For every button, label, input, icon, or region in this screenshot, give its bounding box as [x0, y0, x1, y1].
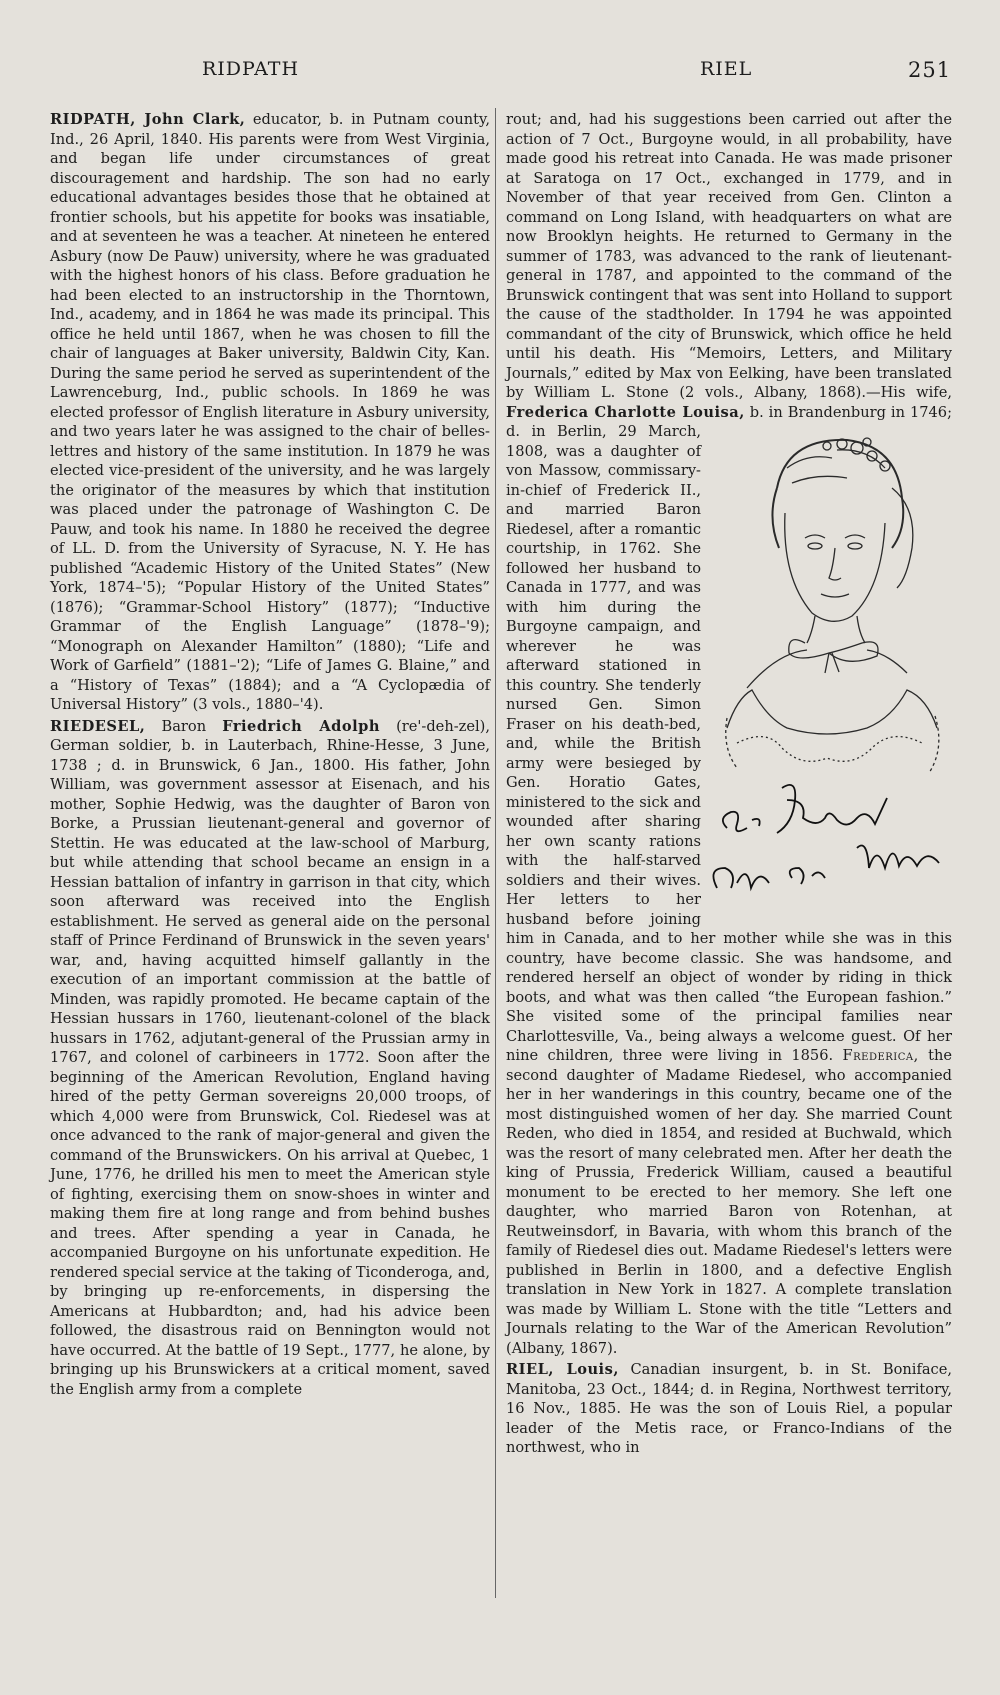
headword-frederica: Frederica,: [842, 1047, 919, 1064]
entry-ridpath: [50, 110, 490, 715]
frederica-charlotte-text: b. in Brandenburg in 1746; d. in Berlin, 29 March, 1808, was a daughter of von Massow, commissary-in-chief of Frederick II., and married Baron Riedesel, after a romantic courtship, in 1762. She followed her husband to Canada in 1777, and was with him during the Burgoyne campaign, and wherever he was afterward stationed in this country. She tenderly nursed Gen. Simon Fraser on his death-bed, and, while the British army were besieged by Gen. Horatio Gates, ministered to the sick and wounded after sharing her own scanty rations with the half-starved soldiers and their wives. Her letters to her husband before joining him in Canada, and to her mother while she was in this country, have become classic. She was handsome, and rendered herself an object of wonder by riding in thick boots, and what was then called “the European fashion.” She visited some of the principal families near Charlottesville, Va., being always a welcome guest. Of her nine children, three were living in 1856.: [506, 403, 953, 1064]
headword-ridpath: RIDPATH, John Clark,: [50, 111, 246, 128]
page-number: 251: [908, 58, 952, 82]
entry-riedesel-text: (re'-deh-zel), German soldier, b. in Lauterbach, Rhine-Hesse, 3 June, 1738 ; d. in Brunswick, 6 Jan., 1800. His father, John William, was government assessor at Eisenach, and his mother, Sophie Hedwig, was the daughter of Baron von Borke, a Prussian lieutenant-general and governor of Stettin. He was educated at the law-school of Marburg, but while attending that school became an ensign in a Hessian battalion of infantry in garrison in that city, which soon afterward was received into the English establishment. He served as general aide on the personal staff of Prince Ferdinand of Brunswick in the seven years' war, and, having acquitted himself gallantly in the execution of an important commission at the battle of Minden, was rapidly promoted. He became captain of the Hessian hussars in 1760, lieutenant-colonel of the black hussars in 1762, adjutant-general of the Prussian army in 1767, and colonel of carbineers in 1772. Soon after the beginning of the American Revolution, England having hired of the petty German sovereigns 20,000 troops, of which 4,000 were from Brunswick, Col. Riedesel was at once advanced to the rank of major-general and given the command of the Brunswickers. On his arrival at Quebec, 1 June, 1776, he drilled his men to meet the American style of fighting, exercising them on snow-shoes in winter and making them fire at long range and from behind bushes and trees. After spending a year in Canada, he accompanied Burgoyne on his unfortunate expedition. He rendered special service at the taking of Ticonderoga, and, by bringing up re-enforcements, in dispersing the Americans at Hubbardton; and, had his advice been followed, the disastrous raid on Bennington would not have occurred. At the battle of 19 Sept., 1777, he alone, by bringing up his Brunswickers at a critical moment, saved the English army from a complete: [50, 717, 490, 1398]
entry-riel: [506, 1360, 952, 1458]
entry-riedesel-continued: [506, 110, 952, 1358]
entry-riel-text: Canadian insurgent, b. in St. Boniface, Manitoba, 23 Oct., 1844; d. in Regina, Northwest territory, 16 Nov., 1885. He was the son of Louis Riel, a popular leader of the Metis race, or Franco-Indians of the northwest, who in: [506, 1361, 952, 1456]
header-left-word: RIDPATH: [202, 58, 300, 80]
portrait-engraving: [707, 428, 952, 916]
headword-frederica-charlotte: Frederica Charlotte Louisa,: [506, 403, 745, 421]
running-header: [0, 58, 1000, 88]
frederica-text: the second daughter of Madame Riedesel, who accompanied her in her wanderings in this country, became one of the most distinguished women of her day. She married Count Reden, who died in 1854, and resided at Buchwald, which was the resort of many celebrated men. After her death the king of Prussia, Frederick William, caused a beautiful monument to be erected to her memory. She left one daughter, who married Baron von Rotenhan, at Reutweinsdorf, in Bavaria, with whom this branch of the family of Riedesel dies out. Madame Riedesel's letters were published in Berlin in 1800, and a defective English translation in New York in 1827. A complete translation was made by William L. Stone with the title “Letters and Journals relating to the War of the American Revolution” (Albany, 1867).: [506, 1047, 952, 1357]
riedesel-continued-text: rout; and, had his suggestions been carried out after the action of 7 Oct., Burgoyne would, in all probability, have made good his retreat into Canada. He was made prisoner at Saratoga on 17 Oct., exchanged in 1779, and in November of that year received from Gen. Clinton a command on Long Island, with headquarters on what are now Brooklyn heights. He returned to Germany in the summer of 1783, was advanced to the rank of lieutenant-general in 1787, and appointed to the command of the Brunswick contingent that was sent into Holland to support the cause of the stadtholder. In 1794 he was appointed commandant of the city of Brunswick, which office he held until his death. His “Memoirs, Letters, and Military Journals,” edited by Max von Eelking, have been translated by William L. Stone (2 vols., Albany, 1868).—His wife,: [506, 111, 952, 401]
entry-riedesel-title: Baron: [145, 717, 223, 735]
headword-riedesel-given: Friedrich Adolph: [222, 717, 380, 735]
header-right-word: RIEL: [700, 58, 753, 80]
left-column: [50, 110, 490, 1399]
headword-riel: RIEL, Louis,: [506, 1361, 619, 1378]
right-column: [506, 110, 952, 1458]
portrait-illustration: [707, 428, 952, 916]
headword-riedesel: RIEDESEL,: [50, 717, 146, 735]
entry-riedesel: [50, 717, 490, 1400]
column-divider: [495, 108, 496, 1598]
entry-ridpath-text: educator, b. in Putnam county, Ind., 26 April, 1840. His parents were from West Virginia, and began life under circumstances of great discouragement and hardship. The son had no early educational advantages besides those that he obtained at frontier schools, but his appetite for books was insatiable, and at seventeen he was a teacher. At nineteen he entered Asbury (now De Pauw) university, where he was graduated with the highest honors of his class. Before graduation he had been elected to an instructorship in the Thorntown, Ind., academy, and in 1864 he was made its principal. This office he held until 1867, when he was chosen to fill the chair of languages at Baker university, Baldwin City, Kan. During the same period he served as superintendent of the Lawrenceburg, Ind., public schools. In 1869 he was elected professor of English literature in Asbury university, and two years later he was assigned to the chair of belles-lettres and history of the same institution. In 1879 he was elected vice-president of the university, and he was largely the originator of the measures by which that institution was placed under the patronage of Washington C. De Pauw, and took his name. In 1880 he received the degree of LL. D. from the University of Syracuse, N. Y. He has published “Academic History of the United States” (New York, 1874–'5); “Popular History of the United States” (1876); “Grammar-School History” (1877); “Inductive Grammar of the English Language” (1878–'9); “Monograph on Alexander Hamilton” (1880); “Life and Work of Garfield” (1881–'2); “Life of James G. Blaine,” and a “History of Texas” (1884); and a “A Cyclopædia of Universal History” (3 vols., 1880–'4).: [50, 111, 490, 713]
